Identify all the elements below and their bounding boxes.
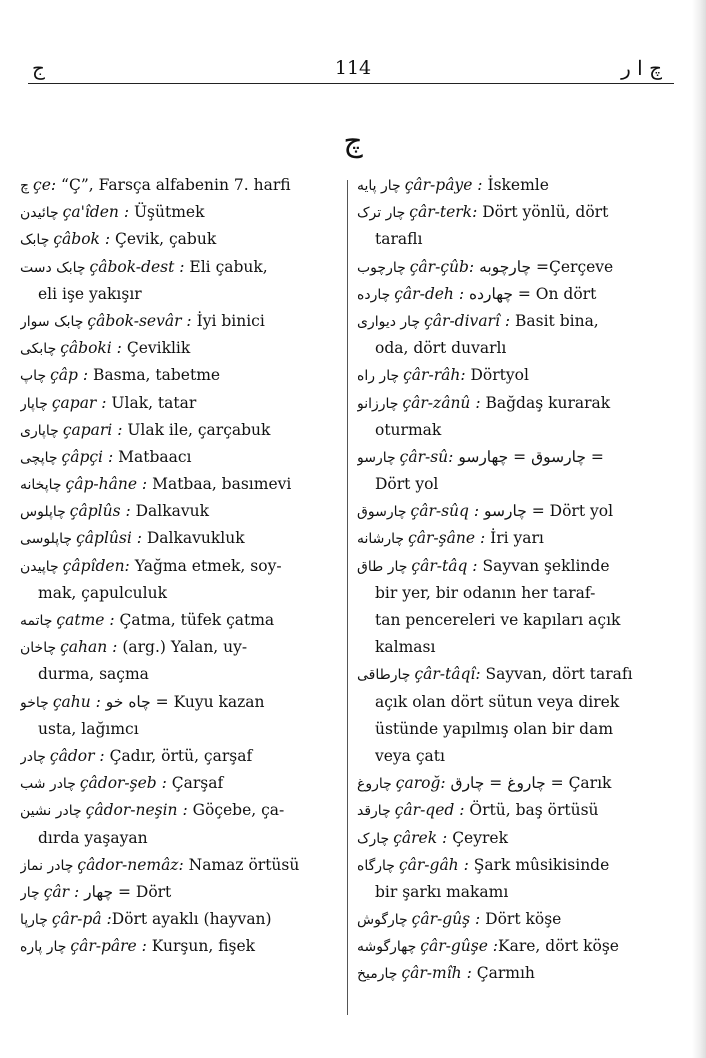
entry-line	[20, 172, 340, 199]
definition-text: Dört yönlü, dört	[477, 203, 609, 222]
entry-continuation	[357, 716, 679, 743]
transliteration: çâr-gâh :	[398, 855, 469, 874]
definition-text: veya çatı	[375, 746, 445, 765]
definition-text: durma, saçma	[38, 665, 149, 684]
entry-line	[20, 689, 340, 716]
dictionary-entry	[20, 308, 340, 335]
entry-continuation	[357, 471, 679, 498]
entry-line	[20, 335, 340, 362]
dictionary-entry	[357, 390, 679, 444]
dictionary-entry	[20, 689, 340, 743]
right-column	[357, 172, 679, 988]
dictionary-entry	[357, 254, 679, 281]
entry-continuation	[357, 743, 679, 770]
transliteration: çâbok :	[53, 230, 111, 249]
entry-line	[357, 553, 679, 580]
dictionary-entry	[357, 444, 679, 498]
definition-text: dırda yaşayan	[38, 828, 148, 847]
definition-text: oturmak	[375, 420, 442, 439]
dictionary-entry	[357, 172, 679, 199]
entry-line	[20, 852, 340, 879]
definition-text: چارسوق = چهارسو =	[453, 447, 604, 466]
dictionary-entry	[20, 607, 340, 634]
dictionary-entry	[20, 444, 340, 471]
definition-text: Basma, tabetme	[88, 366, 221, 385]
dictionary-entry	[20, 199, 340, 226]
entry-line	[357, 172, 679, 199]
arabic-headword: چاپلوس	[20, 504, 66, 521]
entry-continuation	[20, 716, 340, 743]
entry-line	[357, 308, 679, 335]
transliteration: çâr-terk:	[409, 203, 478, 222]
entry-line	[357, 444, 679, 471]
arabic-headword: چاخو	[20, 694, 49, 711]
entry-line	[20, 417, 340, 444]
dictionary-entry	[20, 362, 340, 389]
entry-line	[357, 498, 679, 525]
definition-text: Yağma etmek, soy-	[129, 556, 282, 575]
arabic-headword: چابک	[20, 232, 50, 249]
definition-text: İskemle	[482, 176, 549, 194]
entry-line	[20, 743, 340, 770]
entry-continuation	[357, 580, 679, 607]
transliteration: çâdor :	[49, 746, 105, 765]
transliteration: çâbok-sevâr :	[87, 311, 192, 330]
arabic-headword: چارگوش	[357, 912, 408, 929]
arabic-headword: چ	[20, 178, 30, 194]
arabic-headword: چارطاقی	[357, 667, 411, 684]
definition-text: Matbaacı	[113, 447, 192, 466]
dictionary-entry	[357, 770, 679, 797]
definition-text: Çatma, tüfek çatma	[114, 611, 275, 629]
definition-text: Çeviklik	[121, 339, 191, 358]
arabic-headword: چار	[20, 884, 40, 901]
dictionary-entry	[20, 525, 340, 552]
arabic-headword: چارده	[357, 286, 391, 303]
dictionary-entry	[357, 308, 679, 362]
definition-text: Kare, dört köşe	[498, 937, 619, 956]
entry-line	[20, 199, 340, 226]
definition-text: Dalkavukluk	[141, 529, 245, 548]
entry-line	[357, 254, 679, 281]
arabic-headword: چارگاه	[357, 857, 395, 874]
definition-text: Dört köşe	[480, 910, 562, 929]
entry-continuation	[20, 580, 340, 607]
entry-line	[20, 879, 340, 906]
transliteration: çâpçi :	[61, 447, 114, 466]
definition-text: Dalkavuk	[130, 502, 209, 521]
entry-line	[357, 390, 679, 417]
dictionary-entry	[357, 498, 679, 525]
definition-text: Bağdaş kurarak	[480, 393, 611, 412]
transliteration: çâplûs :	[69, 502, 131, 521]
definition-text: Sayvan şeklinde	[477, 556, 610, 575]
definition-text: İyi binici	[191, 311, 265, 330]
dictionary-entry	[357, 960, 679, 987]
transliteration: çâr-şâne :	[408, 529, 486, 548]
arabic-headword: چارسوق	[357, 504, 407, 521]
definition-text: bir şarkı makamı	[375, 882, 509, 901]
transliteration: çâr-pâye :	[404, 176, 483, 194]
entry-line	[357, 362, 679, 389]
definition-text: oda, dört duvarlı	[375, 339, 507, 358]
arabic-headword: چاتمه	[20, 613, 53, 629]
transliteration: çâr-tâqî:	[414, 665, 481, 684]
definition-text: Şark mûsikisinde	[468, 855, 610, 874]
definition-text: Dört ayaklı (hayvan)	[111, 910, 272, 929]
transliteration: çâdor-neşin :	[85, 801, 188, 820]
dictionary-entry	[20, 172, 340, 199]
transliteration: çâr-gûşe :	[420, 937, 499, 956]
transliteration: ça'îden :	[62, 203, 130, 222]
arabic-headword: چارپا	[20, 912, 48, 929]
left-column	[20, 172, 340, 960]
definition-text: Matbaa, basımevi	[147, 475, 292, 494]
arabic-headword: چارشانه	[357, 531, 405, 548]
arabic-headword: چار ترک	[357, 205, 406, 222]
dictionary-entry	[357, 797, 679, 824]
transliteration: çâplûsi :	[76, 529, 142, 548]
arabic-headword: چابکی	[20, 341, 57, 358]
entry-line	[357, 770, 679, 797]
arabic-headword: چاپ	[20, 368, 47, 385]
entry-line	[20, 770, 340, 797]
column-divider	[347, 180, 348, 1015]
dictionary-entry	[20, 770, 340, 797]
definition-text: İri yarı	[485, 529, 544, 548]
entry-continuation	[20, 661, 340, 688]
definition-text: چهارده = On dört	[464, 284, 597, 303]
dictionary-entry	[20, 471, 340, 498]
definition-text: kalması	[375, 638, 436, 657]
transliteration: çâpîden:	[62, 556, 130, 575]
entry-continuation	[357, 607, 679, 634]
entry-line	[20, 797, 340, 824]
definition-text: eli işe yakışır	[38, 284, 142, 303]
entry-line	[357, 852, 679, 879]
definition-text: Örtü, baş örtüsü	[464, 801, 599, 820]
arabic-headword: چهارگوشه	[357, 939, 417, 956]
section-letter: چ	[343, 124, 363, 159]
entry-line	[20, 308, 340, 335]
entry-line	[20, 525, 340, 552]
arabic-headword: چابک دست	[20, 259, 86, 276]
dictionary-entry	[357, 825, 679, 852]
dictionary-entry	[20, 634, 340, 688]
definition-text: Dörtyol	[465, 366, 529, 385]
arabic-headword: چاپار	[20, 395, 48, 412]
definition-text: Ulak ile, çarçabuk	[122, 420, 271, 439]
dictionary-entry	[357, 852, 679, 906]
transliteration: çârek :	[393, 828, 448, 847]
transliteration: çâr-divarî :	[424, 311, 511, 330]
transliteration: çe:	[33, 176, 57, 194]
dictionary-entry	[357, 525, 679, 552]
transliteration: çâr-mîh :	[401, 964, 472, 983]
definition-text: چارسو = Dört yol	[479, 502, 614, 521]
dictionary-entry	[20, 498, 340, 525]
header-left-mark: ج	[32, 56, 45, 80]
entry-line	[357, 661, 679, 688]
definition-text: چهار = Dört	[79, 882, 172, 901]
entry-line	[357, 525, 679, 552]
entry-line	[20, 933, 340, 960]
dictionary-entry	[20, 852, 340, 879]
arabic-headword: چادر نشین	[20, 803, 82, 820]
transliteration: çâr-qed :	[394, 801, 465, 820]
entry-line	[20, 607, 340, 634]
arabic-headword: چائیدن	[20, 205, 59, 222]
definition-text: Çarşaf	[166, 774, 224, 793]
definition-text: چارچوبه =Çerçeve	[474, 257, 614, 276]
arabic-headword: چار دیواری	[357, 313, 421, 330]
arabic-headword: چابک سوار	[20, 313, 84, 330]
definition-text: Kurşun, fişek	[146, 937, 256, 956]
transliteration: çahan :	[60, 638, 118, 657]
entry-line	[357, 199, 679, 226]
arabic-headword: چاپاری	[20, 422, 59, 439]
entry-line	[20, 471, 340, 498]
entry-line	[20, 498, 340, 525]
definition-text: Üşütmek	[129, 203, 205, 222]
arabic-headword: چارچوب	[357, 259, 406, 276]
transliteration: çâp :	[50, 366, 89, 385]
dictionary-entry	[357, 906, 679, 933]
dictionary-entry	[20, 933, 340, 960]
definition-text: (arg.) Yalan, uy-	[117, 638, 248, 657]
transliteration: çâr-çûb:	[409, 257, 475, 276]
transliteration: çâr-sû:	[399, 447, 454, 466]
definition-text: Çevik, çabuk	[110, 230, 217, 249]
header-right-mark: چ ا ر	[621, 56, 662, 80]
arabic-headword: چاروغ	[357, 776, 392, 793]
dictionary-entry	[20, 879, 340, 906]
transliteration: çapar :	[51, 393, 107, 412]
arabic-headword: چاپلوسی	[20, 531, 73, 548]
dictionary-entry	[20, 743, 340, 770]
entry-continuation	[20, 281, 340, 308]
arabic-headword: چار پایه	[357, 178, 401, 194]
dictionary-entry	[20, 417, 340, 444]
dictionary-entry	[20, 335, 340, 362]
dictionary-entry	[357, 199, 679, 253]
definition-text: Sayvan, dört tarafı	[480, 665, 633, 684]
arabic-headword: چادر شب	[20, 776, 76, 793]
dictionary-entry	[20, 226, 340, 253]
entry-line	[20, 634, 340, 661]
definition-text: Çadır, örtü, çarşaf	[104, 746, 253, 765]
arabic-headword: چاپیدن	[20, 558, 59, 575]
entry-line	[20, 390, 340, 417]
definition-text: Ulak, tatar	[106, 393, 197, 412]
transliteration: çâr-tâq :	[411, 556, 478, 575]
arabic-headword: چار طاق	[357, 558, 408, 575]
definition-text: “Ç”, Farsça alfabenin 7. harfi	[56, 176, 291, 194]
definition-text: Çarmıh	[471, 964, 535, 983]
definition-text: tan pencereleri ve kapıları açık	[375, 611, 621, 629]
dictionary-entry	[20, 254, 340, 308]
dictionary-entry	[20, 390, 340, 417]
entry-continuation	[357, 335, 679, 362]
dictionary-entry	[20, 797, 340, 851]
arabic-headword: چارمیخ	[357, 966, 398, 983]
entry-line	[20, 362, 340, 389]
entry-continuation	[357, 689, 679, 716]
arabic-headword: چارک	[357, 830, 390, 847]
entry-line	[357, 281, 679, 308]
header-rule	[28, 83, 674, 84]
entry-line	[357, 960, 679, 987]
transliteration: çâr-pâre :	[70, 937, 147, 956]
entry-line	[20, 226, 340, 253]
definition-text: Göçebe, ça-	[187, 801, 285, 820]
transliteration: çâr-gûş :	[411, 910, 481, 929]
page-spine-shadow	[692, 0, 706, 1058]
arabic-headword: چارزانو	[357, 395, 399, 412]
definition-text: usta, lağımcı	[38, 719, 139, 738]
definition-text: Eli çabuk,	[184, 257, 268, 276]
arabic-headword: چاپخانه	[20, 477, 62, 494]
arabic-headword: چادر	[20, 748, 46, 765]
entry-line	[357, 906, 679, 933]
entry-line	[357, 825, 679, 852]
definition-text: Çeyrek	[447, 828, 508, 847]
transliteration: çâp-hâne :	[65, 475, 148, 494]
entry-continuation	[357, 634, 679, 661]
definition-text: Basit bina,	[510, 311, 599, 330]
entry-continuation	[20, 825, 340, 852]
entry-continuation	[357, 417, 679, 444]
dictionary-entry	[20, 906, 340, 933]
dictionary-entry	[357, 362, 679, 389]
dictionary-entry	[357, 281, 679, 308]
transliteration: çahu :	[52, 692, 101, 711]
transliteration: çâr-sûq :	[410, 502, 480, 521]
transliteration: çâboki :	[60, 339, 122, 358]
transliteration: çâr-zânû :	[402, 393, 481, 412]
entry-line	[20, 906, 340, 933]
definition-text: taraflı	[375, 230, 423, 249]
entry-line	[20, 254, 340, 281]
arabic-headword: چار راه	[357, 368, 400, 385]
entry-line	[357, 797, 679, 824]
page-number: 114	[334, 57, 372, 79]
transliteration: çâr :	[43, 882, 80, 901]
arabic-headword: چادر نماز	[20, 857, 74, 874]
definition-text: چاه خو = Kuyu kazan	[100, 692, 265, 711]
entry-line	[20, 444, 340, 471]
dictionary-entry	[357, 553, 679, 662]
transliteration: çâdor-şeb :	[79, 774, 167, 793]
entry-line	[20, 553, 340, 580]
definition-text: چاروغ = چارق = Çarık	[445, 774, 612, 793]
entry-line	[357, 933, 679, 960]
entry-continuation	[357, 879, 679, 906]
transliteration: çapari :	[62, 420, 123, 439]
entry-continuation	[357, 226, 679, 253]
arabic-headword: چارسو	[357, 449, 396, 466]
dictionary-entry	[357, 661, 679, 770]
transliteration: çâbok-dest :	[89, 257, 185, 276]
arabic-headword: چارقد	[357, 803, 391, 820]
dictionary-entry	[357, 933, 679, 960]
definition-text: bir yer, bir odanın her taraf-	[375, 583, 596, 602]
transliteration: çâr-deh :	[394, 284, 465, 303]
transliteration: çâr-râh:	[403, 366, 466, 385]
arabic-headword: چاخان	[20, 640, 57, 657]
definition-text: açık olan dört sütun veya direk	[375, 692, 620, 711]
transliteration: çatme :	[56, 611, 115, 629]
definition-text: mak, çapulculuk	[38, 583, 167, 602]
definition-text: Dört yol	[375, 475, 439, 494]
transliteration: çâr-pâ :	[51, 910, 112, 929]
dictionary-entry	[20, 553, 340, 607]
transliteration: çaroğ:	[395, 774, 446, 793]
arabic-headword: چاپچی	[20, 449, 58, 466]
transliteration: çâdor-nemâz:	[77, 855, 184, 874]
definition-text: Namaz örtüsü	[183, 855, 300, 874]
definition-text: üstünde yapılmış olan bir dam	[375, 719, 614, 738]
arabic-headword: چار پاره	[20, 939, 67, 956]
